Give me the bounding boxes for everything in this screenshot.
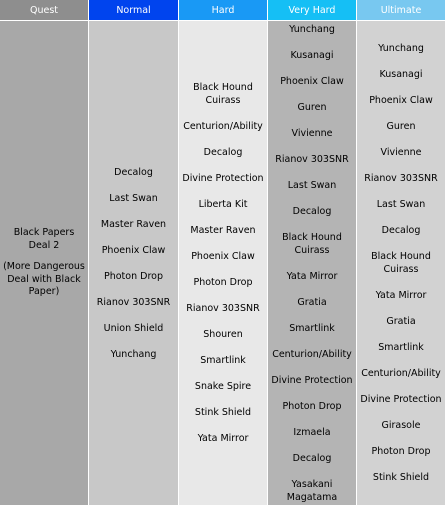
very-hard-drop-item: Black Hound Cuirass — [282, 231, 342, 256]
very-hard-drop-item: Yunchang — [289, 23, 335, 35]
very-hard-drop-item: Rianov 303SNR — [275, 153, 349, 165]
quest-note: (More Dangerous Deal with Black Paper) — [3, 261, 85, 298]
hard-drop-item: Photon Drop — [193, 277, 253, 288]
normal-drop-item: Union Shield — [103, 322, 164, 334]
normal-drops — [89, 21, 178, 505]
hard-drop-item: Phoenix Claw — [191, 251, 255, 262]
ultimate-drop-item: Stink Shield — [372, 472, 430, 483]
hard-drop-item: Rianov 303SNR — [186, 303, 260, 314]
ultimate-drop-item: Guren — [386, 121, 416, 132]
normal-drop-item: Rianov 303SNR — [96, 296, 171, 308]
ultimate-drop-item: Photon Drop — [371, 446, 431, 457]
ultimate-drops — [357, 21, 445, 505]
very-hard-drop-item: Decalog — [292, 452, 332, 464]
very-hard-drops — [268, 21, 356, 505]
normal-drop-item: Phoenix Claw — [101, 244, 166, 256]
hard-drop-item: Smartlink — [200, 355, 246, 366]
quest-cell — [0, 21, 88, 505]
ultimate-drop-item: Phoenix Claw — [369, 95, 433, 106]
ultimate-drop-item: Kusanagi — [379, 69, 423, 80]
normal-drop-item: Master Raven — [100, 218, 167, 230]
very-hard-drop-item: Kusanagi — [290, 49, 334, 61]
ultimate-drop-item: Yunchang — [378, 43, 424, 54]
very-hard-drop-item: Yata Mirror — [286, 270, 338, 282]
normal-drop-item: Last Swan — [109, 192, 158, 204]
ultimate-drop-item: Divine Protection — [360, 394, 442, 405]
ultimate-drop-item: Decalog — [381, 225, 421, 236]
ultimate-drop-item: Rianov 303SNR — [364, 173, 438, 184]
very-hard-drop-item: Decalog — [292, 205, 332, 217]
normal-drop-item: Decalog — [114, 166, 153, 178]
header-ultimate: Ultimate — [357, 0, 445, 20]
header-hard: Hard — [179, 0, 267, 20]
ultimate-drop-item: Centurion/Ability — [361, 368, 441, 379]
ultimate-drop-item: Vivienne — [380, 147, 422, 158]
ultimate-drop-item: Gratia — [386, 316, 416, 327]
very-hard-drop-item: Last Swan — [287, 179, 337, 191]
very-hard-drop-item: Divine Protection — [271, 374, 353, 386]
ultimate-drop-item: Girasole — [381, 420, 421, 431]
ultimate-drop-item: Last Swan — [376, 199, 426, 210]
very-hard-drop-item: Vivienne — [291, 127, 333, 139]
ultimate-drop-item: Yata Mirror — [375, 290, 427, 301]
hard-drop-item: Divine Protection — [182, 173, 264, 184]
header-quest: Quest — [0, 0, 88, 20]
hard-drop-item: Shouren — [203, 329, 243, 340]
hard-drop-item: Black Hound Cuirass — [193, 82, 253, 106]
hard-drop-item: Master Raven — [190, 225, 256, 236]
very-hard-drop-item: Guren — [297, 101, 327, 113]
very-hard-drop-item: Centurion/Ability — [272, 348, 352, 360]
hard-drop-item: Stink Shield — [194, 407, 252, 418]
ultimate-drop-item: Smartlink — [378, 342, 424, 353]
very-hard-drop-item: Yasakani Magatama — [286, 478, 338, 503]
hard-drop-item: Liberta Kit — [198, 199, 248, 210]
very-hard-drop-item: Photon Drop — [282, 400, 342, 412]
hard-drop-item: Centurion/Ability — [183, 121, 263, 132]
hard-drop-item: Snake Spire — [194, 381, 252, 392]
very-hard-drop-item: Gratia — [297, 296, 327, 308]
ultimate-drop-item: Black Hound Cuirass — [371, 251, 431, 275]
header-normal: Normal — [89, 0, 178, 20]
very-hard-drop-item: Smartlink — [289, 322, 335, 334]
hard-drop-item: Yata Mirror — [197, 433, 249, 444]
very-hard-drop-item: Phoenix Claw — [280, 75, 344, 87]
hard-drop-item: Decalog — [203, 147, 243, 158]
hard-drops — [179, 21, 267, 505]
very-hard-drop-item: Izmaela — [293, 426, 331, 438]
normal-drop-item: Photon Drop — [104, 270, 163, 282]
normal-drop-item: Yunchang — [110, 348, 157, 360]
header-very-hard: Very Hard — [268, 0, 356, 20]
quest-name: Black Papers Deal 2 — [13, 227, 75, 251]
